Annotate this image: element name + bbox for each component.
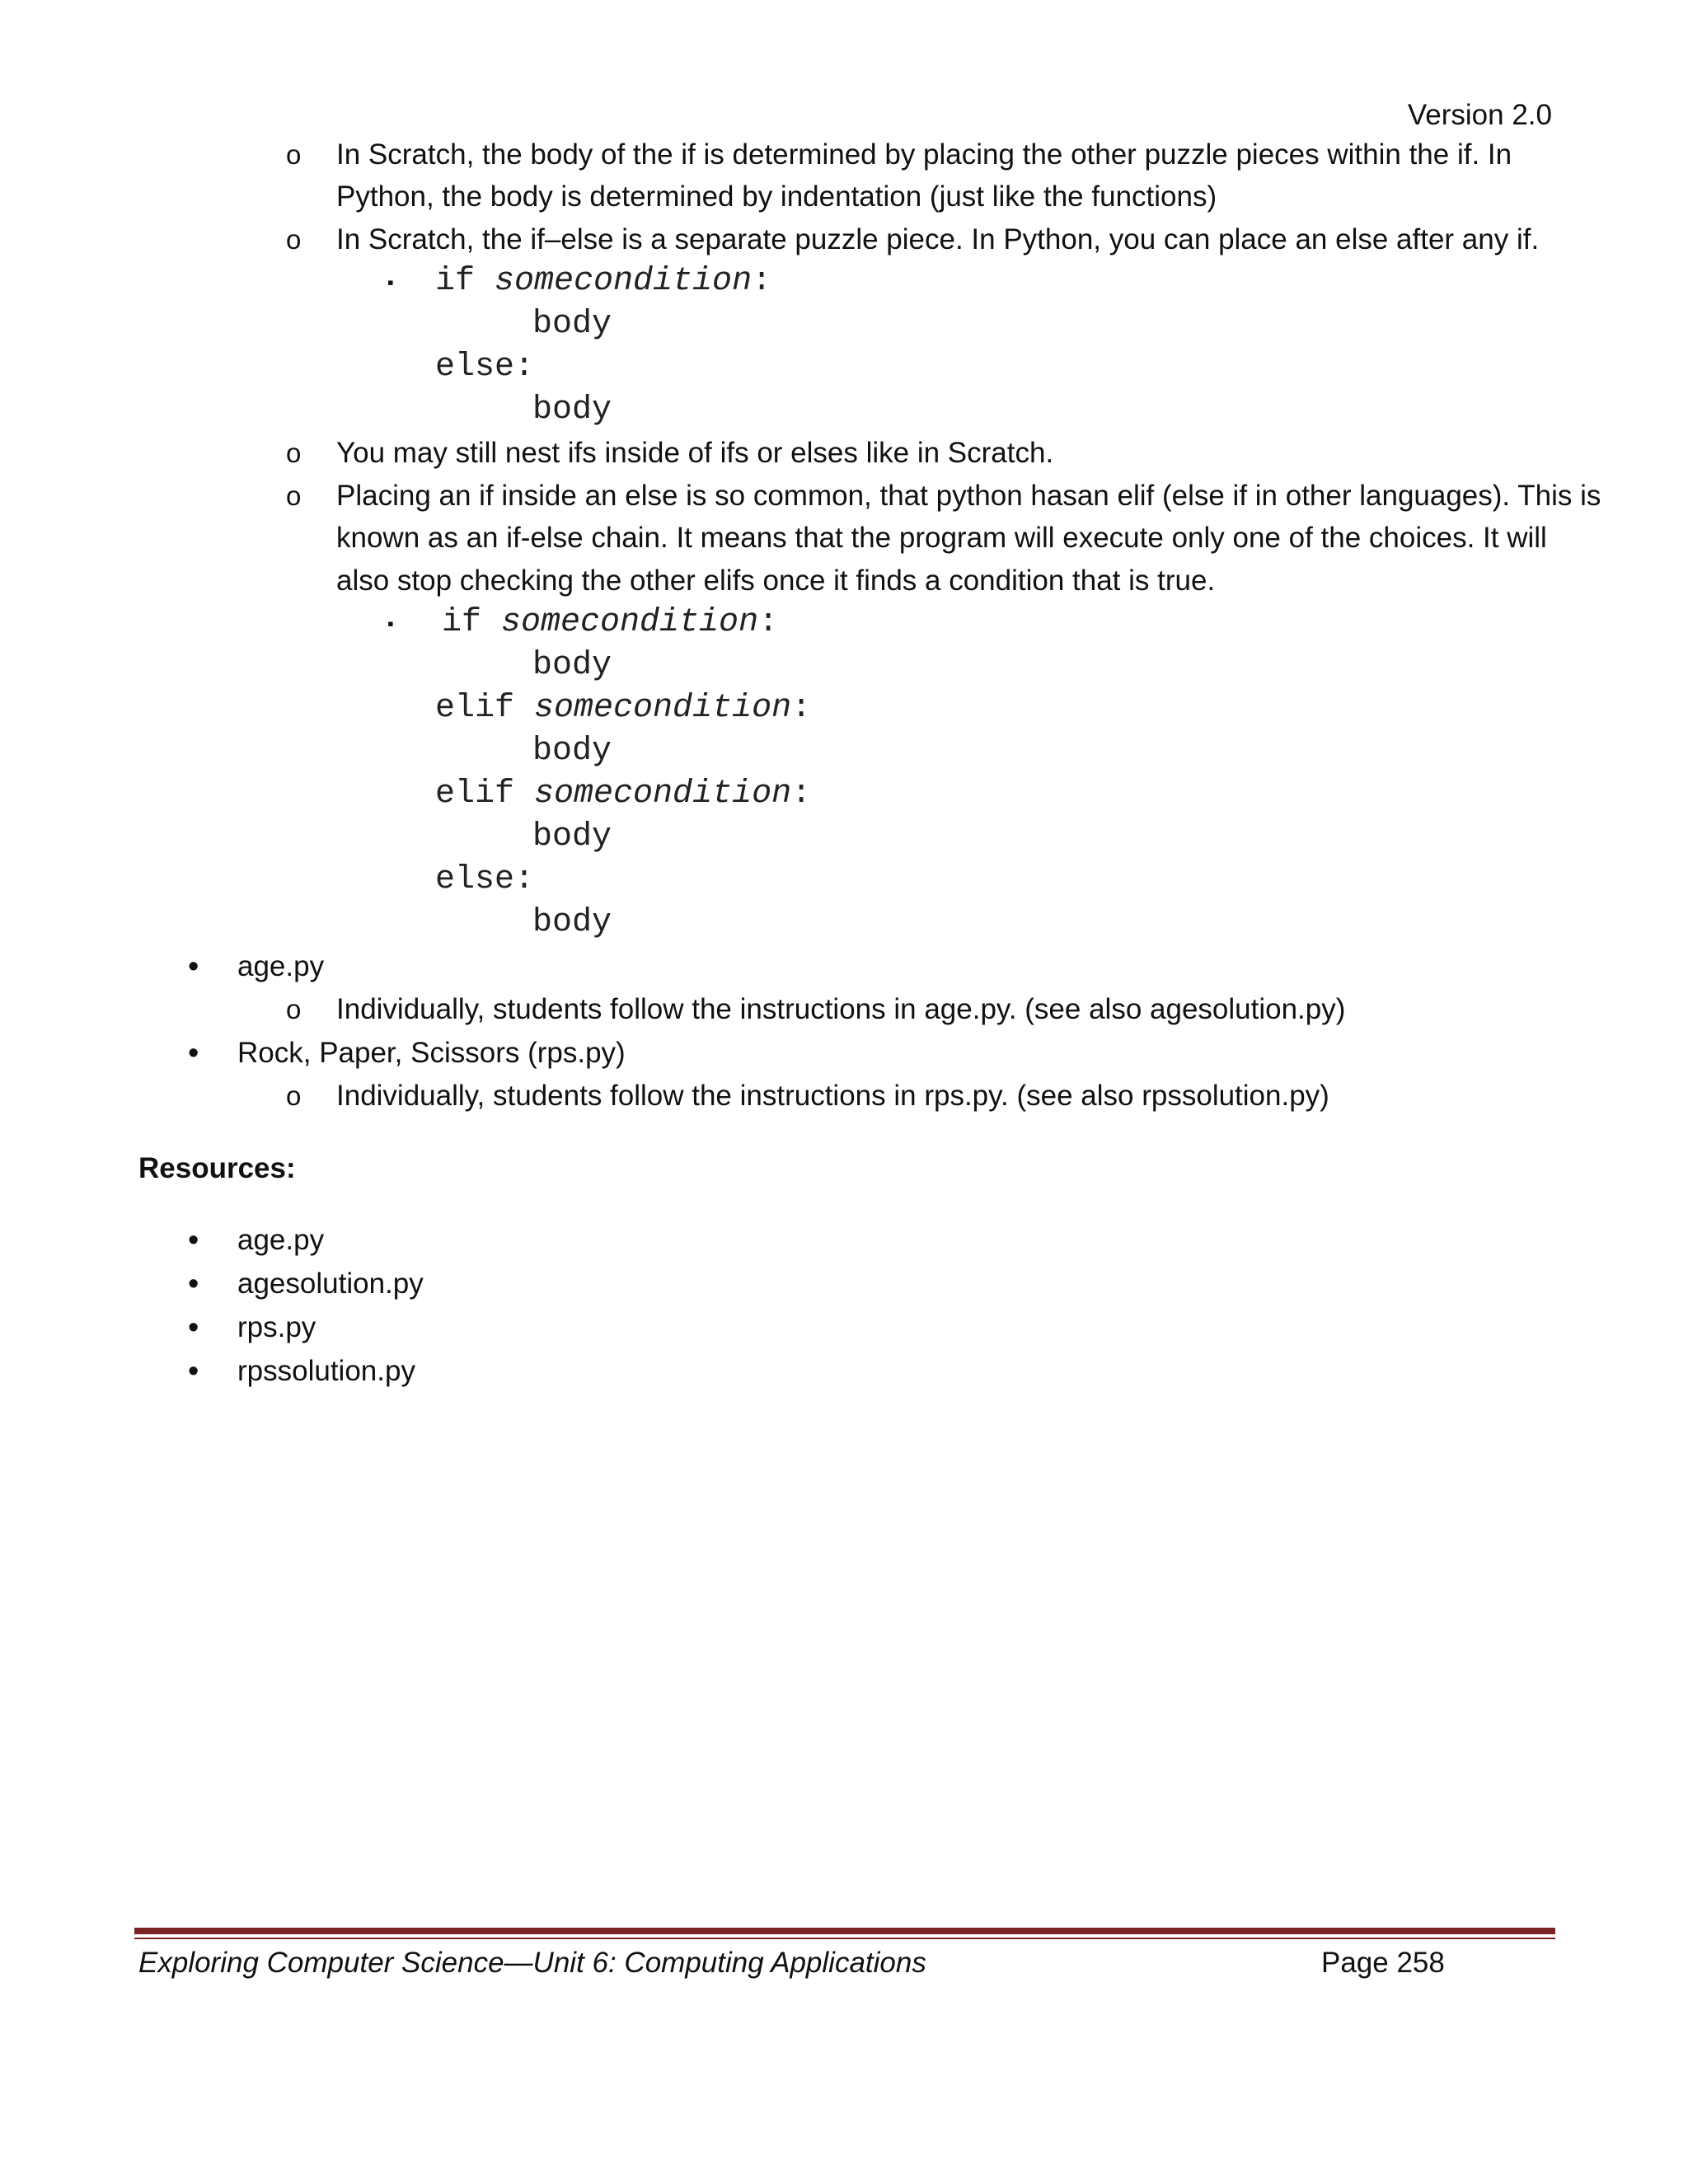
circle-bullet-icon: o	[286, 224, 302, 255]
body-line: In Scratch, the if–else is a separate puzzle piece. In Python, you can place an else after any if.	[336, 223, 1540, 255]
code-line: elif somecondition:	[435, 776, 812, 813]
circle-bullet-icon: o	[286, 139, 302, 170]
body-line: Python, the body is determined by indentation (just like the functions)	[336, 180, 1217, 213]
code-line: body	[532, 306, 612, 343]
resources-heading: Resources:	[138, 1152, 296, 1184]
square-bullet-icon: ▪	[387, 272, 394, 293]
dot-bullet-icon: •	[188, 1036, 199, 1071]
body-line: Individually, students follow the instructions in age.py. (see also agesolution.py)	[336, 993, 1346, 1025]
resource-item: rps.py	[237, 1311, 316, 1343]
body-line: You may still nest ifs inside of ifs or elses like in Scratch.	[336, 437, 1054, 469]
resource-item: agesolution.py	[237, 1268, 424, 1300]
page-number: Page 258	[1321, 1947, 1445, 1979]
dot-bullet-icon: •	[188, 1223, 199, 1258]
footer-rule	[134, 1928, 1555, 1934]
code-line: else:	[435, 349, 535, 386]
code-line: elif somecondition:	[435, 690, 812, 727]
resource-item: age.py	[237, 1224, 325, 1256]
dot-bullet-icon: •	[188, 1310, 199, 1345]
code-line: else:	[435, 861, 535, 898]
footer-rule-thin	[134, 1938, 1555, 1939]
body-line: In Scratch, the body of the if is determined by placing the other puzzle pieces within the if. In	[336, 138, 1512, 171]
code-line: body	[532, 904, 612, 941]
body-line: also stop checking the other elifs once it finds a condition that is true.	[336, 565, 1216, 597]
code-line: body	[532, 647, 612, 684]
circle-bullet-icon: o	[286, 480, 302, 511]
dot-bullet-icon: •	[188, 949, 199, 984]
circle-bullet-icon: o	[286, 994, 302, 1024]
body-line: Placing an if inside an else is so common, that python hasan elif (else if in other languages). This is	[336, 480, 1601, 512]
resource-item: rpssolution.py	[237, 1355, 415, 1387]
code-line: if somecondition:	[442, 604, 779, 641]
code-line: body	[532, 733, 612, 770]
dot-bullet-icon: •	[188, 1354, 199, 1389]
square-bullet-icon: ▪	[387, 613, 394, 634]
version-label: Version 2.0	[1407, 99, 1552, 131]
circle-bullet-icon: o	[286, 438, 302, 468]
body-line: Individually, students follow the instructions in rps.py. (see also rpssolution.py)	[336, 1080, 1329, 1112]
code-line: if somecondition:	[435, 263, 772, 300]
list-item: age.py	[237, 950, 325, 982]
code-line: body	[532, 391, 612, 429]
list-item: Rock, Paper, Scissors (rps.py)	[237, 1037, 626, 1069]
circle-bullet-icon: o	[286, 1080, 302, 1111]
dot-bullet-icon: •	[188, 1267, 199, 1301]
body-line: known as an if-else chain. It means that the program will execute only one of the choices. It will	[336, 522, 1547, 554]
footer-title: Exploring Computer Science—Unit 6: Computing Applications	[138, 1947, 926, 1979]
code-line: body	[532, 818, 612, 855]
